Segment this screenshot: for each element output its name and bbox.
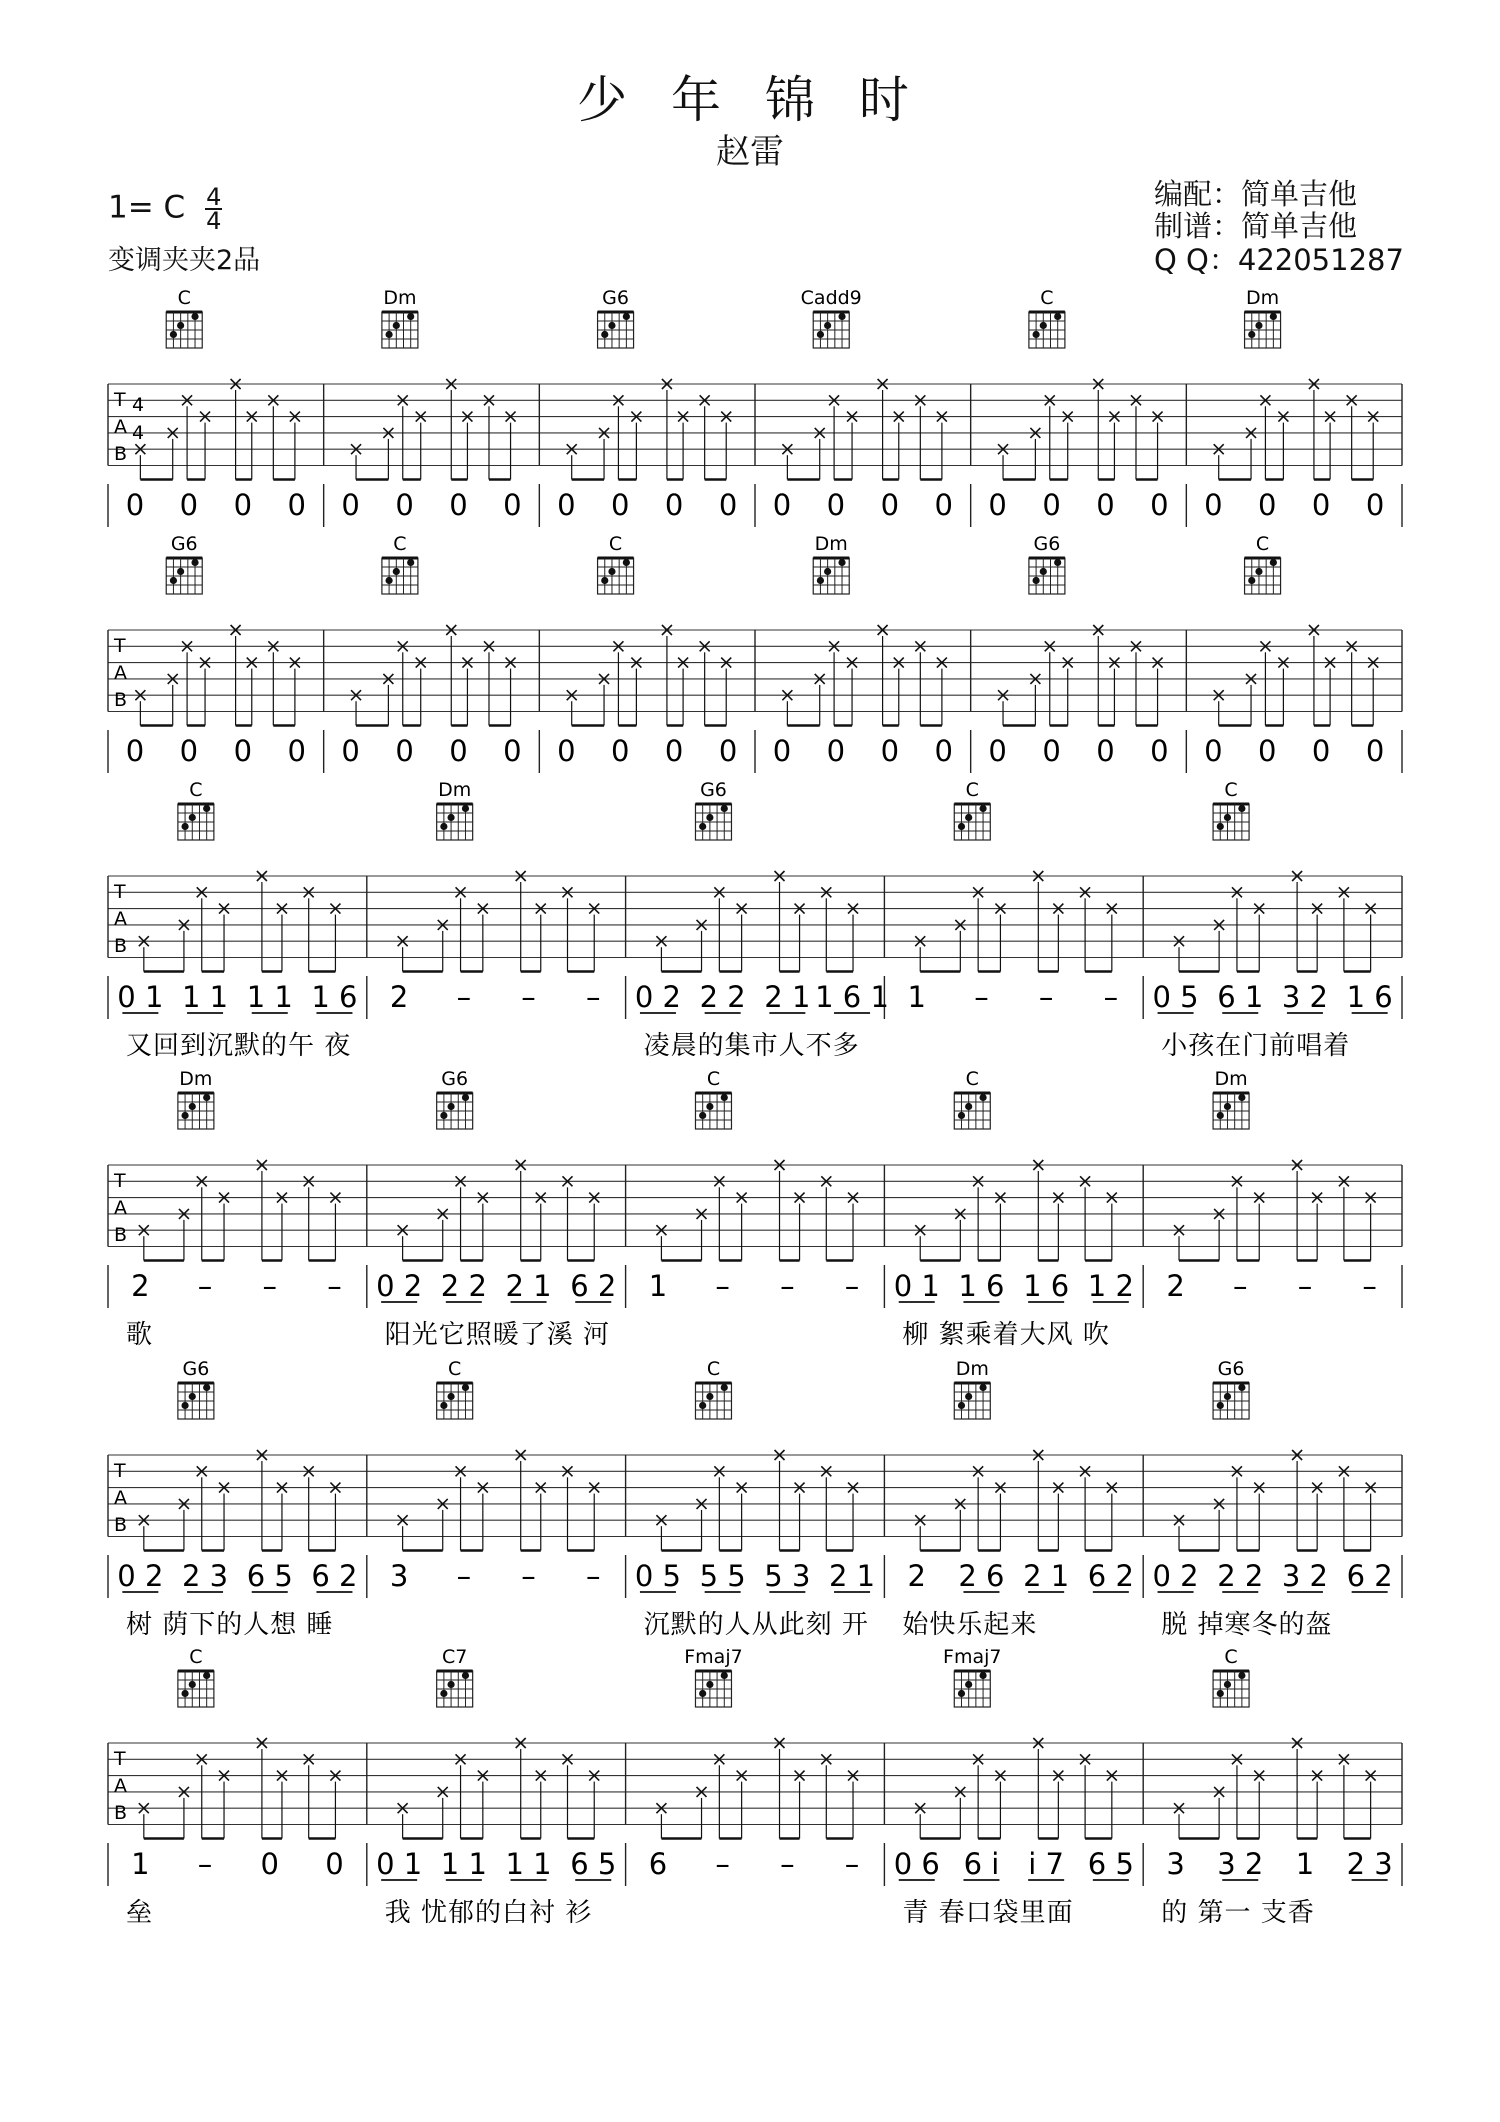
jianpu-beat: 0 [1096,734,1115,768]
chord-name: C [965,779,979,801]
chord-finger-dot [838,559,845,566]
chord-finger-dot [965,1393,972,1400]
jianpu-beat: – [521,980,536,1014]
jianpu-beat: 0 [1365,734,1385,768]
jianpu-beat: – [586,980,601,1014]
chord-finger-dot [440,1690,447,1697]
jianpu-beat: 0 [449,734,468,768]
jianpu-beat: 0 [233,488,253,522]
jianpu-beat: 0 1 [893,1269,940,1303]
chord-finger-dot [447,1103,454,1110]
jianpu-beat: 0 [988,734,1007,768]
jianpu-beat: 0 [395,734,414,768]
chord-finger-dot [177,322,184,329]
jianpu-beat: 0 2 [1152,1559,1199,1593]
chord-finger-dot [191,313,198,320]
chord-finger-dot [462,1384,469,1391]
jianpu-beat: 2 1 [1023,1559,1070,1593]
chord-name: Dm [1214,1068,1248,1090]
chord-finger-dot [623,559,630,566]
chord-finger-dot [1040,568,1047,575]
chord-name: C [1040,287,1054,309]
chord-finger-dot [447,814,454,821]
jianpu-beat: 2 2 [1217,1559,1264,1593]
jianpu-beat: 3 [389,1559,409,1593]
tab-clef-letter: A [114,662,127,684]
lyric-line: 垒 [126,1898,154,1928]
chord-finger-dot [721,1384,728,1391]
jianpu-beat: 2 1 [505,1269,552,1303]
tab-clef-letter: B [114,443,128,465]
time-sig-numerator: 4 [206,183,222,211]
chord-finger-dot [203,805,210,812]
jianpu-beat: – [844,1269,860,1303]
jianpu-beat: 0 5 [634,1559,682,1593]
chord-finger-dot [1217,1402,1224,1409]
tab-clef-letter: T [114,1460,126,1482]
chord-finger-dot [1217,1112,1224,1119]
jianpu-beat: 0 [610,734,630,768]
lyric-line: 又回到沉默的午 夜 [126,1031,352,1061]
tab-clef-letter: A [114,1197,127,1219]
jianpu-beat: 2 1 [764,980,811,1014]
jianpu-beat: 0 [1257,488,1277,522]
chord-finger-dot [393,322,400,329]
chord-finger-dot [601,577,608,584]
chord-finger-dot [1238,1384,1245,1391]
chord-finger-dot [177,568,184,575]
chord-finger-dot [447,1681,454,1688]
capo-instruction: 变调夹夹2品 [108,245,261,276]
chord-name: Dm [955,1358,989,1380]
chord-name: C [706,1068,721,1090]
jianpu-beat: 6 2 [1346,1559,1393,1593]
jianpu-beat: 0 [934,488,953,522]
chord-name: Dm [179,1068,213,1090]
jianpu-beat: 0 [1150,488,1169,522]
jianpu-beat: 0 [503,488,522,522]
time-sig-denominator: 4 [206,207,222,235]
jianpu-beat: 2 [1166,1269,1185,1303]
chord-finger-dot [440,1112,447,1119]
chord-name: Cadd9 [800,287,862,309]
chord-finger-dot [385,331,392,338]
chord-name: Fmaj7 [684,1646,743,1668]
chord-finger-dot [393,568,400,575]
chord-finger-dot [824,568,831,575]
chord-finger-dot [170,577,177,584]
chord-finger-dot [699,823,706,830]
jianpu-beat: 0 [664,734,684,768]
chord-finger-dot [385,577,392,584]
jianpu-beat: 2 2 [440,1269,487,1303]
lyric-line: 歌 [126,1320,154,1350]
chord-finger-dot [817,331,824,338]
jianpu-beat: 0 [1311,488,1331,522]
chord-finger-dot [1255,568,1262,575]
jianpu-beat: 2 2 [699,980,746,1014]
jianpu-beat: – [715,1269,730,1303]
jianpu-beat: 2 [389,980,409,1014]
jianpu-beat: – [1103,980,1119,1014]
chord-finger-dot [965,1681,972,1688]
tab-clef-letter: A [114,908,127,930]
jianpu-beat: 2 [131,1269,150,1303]
jianpu-beat: 2 6 [958,1559,1005,1593]
jianpu-beat: 2 3 [181,1559,229,1593]
jianpu-beat: 6 2 [311,1559,358,1593]
chord-finger-dot [817,577,824,584]
jianpu-beat: 0 [1311,734,1331,768]
chord-finger-dot [1224,1103,1231,1110]
chord-finger-dot [407,559,414,566]
lyric-line: 脱 掉寒冬的盔 [1161,1610,1333,1640]
jianpu-beat: – [586,1559,601,1593]
chord-finger-dot [1217,1690,1224,1697]
jianpu-beat: 1 2 [1087,1269,1134,1303]
jianpu-beat: 6 [648,1847,668,1881]
jianpu-beat: 1 [907,980,926,1014]
chord-finger-dot [1238,805,1245,812]
chord-finger-dot [203,1094,210,1101]
chord-finger-dot [462,805,469,812]
chord-finger-dot [979,1384,986,1391]
chord-finger-dot [699,1690,706,1697]
chord-name: G6 [602,287,629,309]
jianpu-beat: – [844,1847,860,1881]
lyric-line: 阳光它照暖了溪 河 [384,1320,611,1350]
jianpu-beat: 0 5 [1152,980,1199,1014]
jianpu-beat: 1 [648,1269,668,1303]
lyric-line: 青 春口袋里面 [902,1898,1074,1928]
tab-time-signature: 4 [132,394,145,416]
chord-name: G6 [1033,533,1061,555]
chord-finger-dot [958,1402,965,1409]
chord-finger-dot [706,814,713,821]
chord-name: C [448,1358,462,1380]
jianpu-beat: 0 [557,734,576,768]
jianpu-beat: 0 [610,488,630,522]
jianpu-beat: 0 [287,488,306,522]
jianpu-beat: 1 1 [181,980,229,1014]
jianpu-beat: 0 [880,734,900,768]
chord-finger-dot [440,1402,447,1409]
jianpu-beat: 0 1 [376,1847,423,1881]
chord-name: C7 [441,1646,468,1668]
chord-finger-dot [699,1402,706,1409]
chord-finger-dot [1248,331,1255,338]
jianpu-beat: 0 2 [376,1269,423,1303]
chord-finger-dot [721,805,728,812]
jianpu-beat: 0 [503,734,522,768]
chord-finger-dot [608,322,615,329]
chord-finger-dot [1040,322,1047,329]
jianpu-beat: – [327,1269,342,1303]
chord-finger-dot [721,1672,728,1679]
jianpu-beat: 6 i [963,1847,1000,1881]
jianpu-beat: 0 [826,734,846,768]
jianpu-beat: 0 [125,488,145,522]
tab-clef-letter: B [114,1802,128,1824]
jianpu-beat: 0 [179,488,199,522]
chord-name: Fmaj7 [943,1646,1002,1668]
jianpu-beat: 0 [325,1847,344,1881]
jianpu-beat: 0 [395,488,414,522]
jianpu-beat: – [780,1847,795,1881]
jianpu-beat: 1 6 [958,1269,1005,1303]
chord-finger-dot [203,1384,210,1391]
jianpu-beat: 6 5 [246,1559,293,1593]
jianpu-beat: 0 [1150,734,1169,768]
lyric-line: 柳 絮乘着大风 吹 [902,1320,1110,1350]
jianpu-beat: 1 1 [505,1847,552,1881]
jianpu-beat: 0 [1042,734,1061,768]
chord-name: Dm [438,779,472,801]
jianpu-beat: 0 [557,488,576,522]
jianpu-beat: 1 6 [1023,1269,1070,1303]
jianpu-beat: 3 2 [1281,980,1329,1014]
transcriber-credit: 制谱：简单吉他 [1154,209,1358,243]
chord-finger-dot [706,1393,713,1400]
jianpu-beat: 6 1 [1217,980,1264,1014]
jianpu-beat: 0 [664,488,684,522]
chord-finger-dot [958,1690,965,1697]
jianpu-beat: – [1362,1269,1377,1303]
tab-clef-letter: T [114,389,126,411]
chord-finger-dot [462,1672,469,1679]
tab-clef-letter: A [114,1487,127,1509]
jianpu-beat: – [262,1269,277,1303]
chord-name: Dm [383,287,417,309]
chord-finger-dot [181,1402,188,1409]
jianpu-beat: 2 [907,1559,926,1593]
chord-finger-dot [1248,577,1255,584]
jianpu-beat: – [521,1559,536,1593]
chord-finger-dot [447,1393,454,1400]
jianpu-beat: 0 [988,488,1007,522]
jianpu-beat: 0 2 [634,980,682,1014]
chord-name: G6 [700,779,727,801]
chord-finger-dot [1054,313,1061,320]
chord-finger-dot [824,322,831,329]
chord-name: C [189,1646,203,1668]
chord-finger-dot [838,313,845,320]
chord-finger-dot [1224,814,1231,821]
chord-finger-dot [1238,1672,1245,1679]
jianpu-beat: 0 [1365,488,1385,522]
jianpu-beat: 2 3 [1346,1847,1393,1881]
chord-finger-dot [189,1681,196,1688]
qq-contact: Q Q：422051287 [1154,243,1404,277]
jianpu-beat: 2 1 [828,1559,876,1593]
lyric-line: 凌晨的集市人不多 [643,1031,860,1061]
arranger-credit: 编配：简单吉他 [1154,177,1358,211]
jianpu-beat: 1 [1295,1847,1315,1881]
chord-finger-dot [1032,577,1039,584]
lyric-line: 小孩在门前唱着 [1161,1031,1351,1061]
chord-finger-dot [979,1672,986,1679]
jianpu-beat: 0 [233,734,253,768]
chord-finger-dot [965,1103,972,1110]
tab-clef-letter: B [114,1224,128,1246]
jianpu-beat: 3 2 [1217,1847,1264,1881]
jianpu-beat: 3 2 [1281,1559,1329,1593]
chord-name: C [393,533,407,555]
chord-finger-dot [1032,331,1039,338]
lyric-line: 沉默的人从此刻 开 [643,1610,869,1640]
chord-name: C [1255,533,1270,555]
tab-clef-letter: B [114,935,128,957]
tab-clef-letter: A [114,416,127,438]
jianpu-beat: 0 1 [117,980,164,1014]
jianpu-beat: 6 2 [1087,1559,1134,1593]
chord-finger-dot [623,313,630,320]
chord-finger-dot [189,1393,196,1400]
jianpu-beat: 0 [772,488,792,522]
jianpu-beat: 0 [341,488,360,522]
chord-finger-dot [979,1094,986,1101]
chord-finger-dot [1255,322,1262,329]
chord-name: Dm [1245,287,1280,309]
lyric-line: 树 荫下的人想 睡 [126,1610,334,1640]
chord-finger-dot [189,1103,196,1110]
tab-clef-letter: T [114,1170,126,1192]
chord-finger-dot [721,1094,728,1101]
chord-finger-dot [601,331,608,338]
jianpu-beat: 1 [131,1847,150,1881]
artist-name: 赵雷 [716,132,784,172]
jianpu-beat: 1 1 [246,980,293,1014]
chord-finger-dot [608,568,615,575]
jianpu-beat: 0 [1257,734,1277,768]
chord-finger-dot [1224,1393,1231,1400]
jianpu-beat: 0 [125,734,145,768]
jianpu-beat: 5 5 [699,1559,746,1593]
jianpu-beat: – [780,1269,795,1303]
chord-finger-dot [407,313,414,320]
chord-name: Dm [814,533,848,555]
chord-name: C [965,1068,979,1090]
chord-finger-dot [1238,1094,1245,1101]
jianpu-beat: – [456,1559,472,1593]
jianpu-beat: 0 6 [893,1847,940,1881]
jianpu-beat: 0 [826,488,846,522]
jianpu-beat: 5 3 [764,1559,811,1593]
chord-name: C [1224,779,1238,801]
jianpu-beat: – [1038,980,1054,1014]
chord-finger-dot [181,1690,188,1697]
chord-name: C [189,779,203,801]
jianpu-beat: – [197,1269,213,1303]
chord-finger-dot [189,814,196,821]
tab-clef-letter: T [114,635,126,657]
jianpu-beat: 0 [718,488,738,522]
chord-finger-dot [958,1112,965,1119]
chord-finger-dot [170,331,177,338]
tab-clef-letter: B [114,1514,128,1536]
chord-finger-dot [440,823,447,830]
chord-finger-dot [958,823,965,830]
jianpu-beat: i 7 [1028,1847,1065,1881]
chord-finger-dot [181,823,188,830]
jianpu-beat: 0 [718,734,738,768]
chord-name: C [608,533,623,555]
chord-finger-dot [203,1672,210,1679]
lyric-line: 我 忧郁的白衬 衫 [384,1898,593,1928]
chord-finger-dot [1270,559,1277,566]
chord-name: C [177,287,191,309]
key-text: 1= C [108,189,186,226]
jianpu-beat: 0 [1204,734,1223,768]
chord-finger-dot [1270,313,1277,320]
chord-name: C [1224,1646,1238,1668]
jianpu-beat: 0 [260,1847,279,1881]
jianpu-beat: – [456,980,472,1014]
chord-finger-dot [462,1094,469,1101]
chord-name: G6 [182,1358,210,1380]
jianpu-beat: – [1233,1269,1248,1303]
song-title: 少 年 锦 时 [577,71,923,129]
chord-finger-dot [979,805,986,812]
chord-finger-dot [1217,823,1224,830]
chord-finger-dot [1054,559,1061,566]
tab-clef-letter: A [114,1775,127,1797]
tab-clef-letter: B [114,689,128,711]
jianpu-beat: – [974,980,989,1014]
jianpu-beat: 1 6 1 [815,980,889,1014]
jianpu-beat: 0 [1042,488,1061,522]
chord-finger-dot [965,814,972,821]
chord-finger-dot [1224,1681,1231,1688]
jianpu-beat: 0 [341,734,360,768]
lyric-line: 的 第一 支香 [1161,1898,1315,1928]
jianpu-beat: 1 6 [311,980,358,1014]
jianpu-beat: 0 [287,734,306,768]
jianpu-beat: 0 [1204,488,1223,522]
jianpu-beat: 0 2 [117,1559,164,1593]
jianpu-beat: 0 [1096,488,1115,522]
tab-clef-letter: T [114,881,126,903]
chord-finger-dot [191,559,198,566]
jianpu-beat: 1 1 [440,1847,487,1881]
chord-name: G6 [1217,1358,1245,1380]
jianpu-beat: 6 5 [1087,1847,1134,1881]
jianpu-beat: 0 [772,734,792,768]
jianpu-beat: 3 [1166,1847,1185,1881]
chord-finger-dot [181,1112,188,1119]
tab-clef-letter: T [114,1748,126,1770]
chord-finger-dot [706,1103,713,1110]
jianpu-beat: – [197,1847,213,1881]
jianpu-beat: 1 6 [1346,980,1393,1014]
jianpu-beat: – [715,1847,730,1881]
jianpu-beat: – [1297,1269,1313,1303]
chord-name: G6 [170,533,198,555]
jianpu-beat: 0 [179,734,199,768]
chord-finger-dot [706,1681,713,1688]
lyric-line: 始快乐起来 [902,1610,1038,1640]
jianpu-beat: 6 2 [570,1269,617,1303]
jianpu-beat: 0 [934,734,953,768]
jianpu-beat: 6 5 [570,1847,617,1881]
chord-name: G6 [441,1068,469,1090]
jianpu-beat: 0 [449,488,468,522]
chord-finger-dot [699,1112,706,1119]
chord-name: C [706,1358,721,1380]
jianpu-beat: 0 [880,488,900,522]
tab-time-signature: 4 [132,422,145,444]
